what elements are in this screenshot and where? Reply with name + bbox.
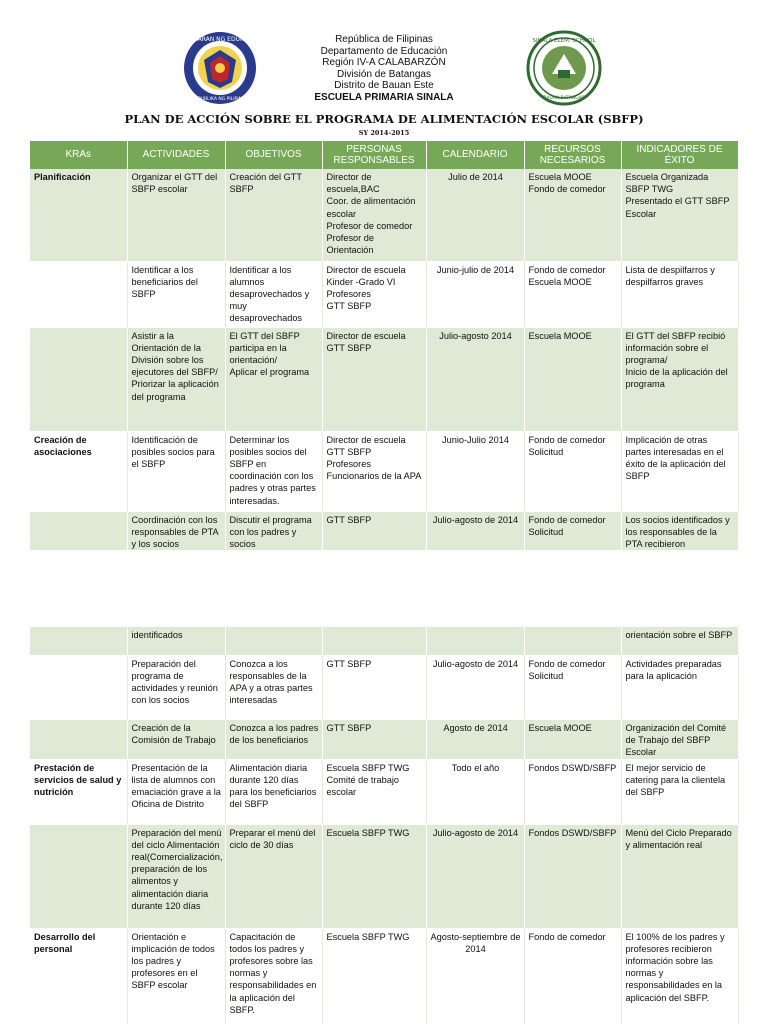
cell-objective: Identificar a los alumnos desaprovechados y muy desaprovechados [225,261,322,327]
col-header-objetivos: OBJETIVOS [225,141,322,169]
action-plan-table-page-2 [30,627,739,1025]
cell-kra: Creación de asociaciones [30,431,127,511]
cell-objective [225,627,322,655]
cell-calendar: Junio-julio de 2014 [426,261,524,327]
cell-indicator: El mejor servicio de catering para la clientela del SBFP [621,759,738,824]
gov-line-district: Distrito de Bauan Este [334,80,434,92]
cell-objective: Capacitación de todos los padres y profesores sobre las normas y responsabilidades en la aplicación del SBFP. [225,928,322,1024]
cell-activity: Preparación del menú del ciclo Alimentación real(Comercialización, preparación de los alimentos y alimentación diaria durante 120 días [127,824,225,928]
table-row [30,431,738,511]
cell-resources: Escuela MOOE [524,719,621,759]
cell-resources [524,627,621,655]
cell-responsible: Escuela SBFP TWG [322,928,426,1024]
col-header-actividades: ACTIVIDADES [127,141,225,169]
table-row [30,719,738,759]
plan-title: PLAN DE ACCIÓN SOBRE EL PROGRAMA DE ALIMENTACIÓN ESCOLAR (SBFP) [124,112,644,126]
cell-calendar: Julio-agosto de 2014 [426,824,524,928]
table-row [30,759,738,824]
action-plan-table-page-1 [30,141,739,551]
cell-activity: Preparación del programa de actividades y reunión con los socios [127,655,225,719]
cell-objective: Creación del GTT SBFP [225,169,322,261]
cell-responsible: Director de escuela,BAC Coor. de alimentación escolar Profesor de comedor Profesor de Orientación [322,169,426,261]
cell-indicator: El 100% de los padres y profesores recibieron información sobre las normas y responsabilidades en la aplicación del SBFP. [621,928,738,1024]
cell-calendar: Julio-agosto 2014 [426,327,524,431]
cell-resources: Fondos DSWD/SBFP [524,824,621,928]
cell-indicator: Organización del Comité de Trabajo del SBFP Escolar [621,719,738,759]
table-row [30,824,738,928]
table-row [30,169,738,261]
cell-calendar: Junio-Julio 2014 [426,431,524,511]
cell-objective: Alimentación diaria durante 120 días para los beneficiarios del SBFP [225,759,322,824]
cell-objective: El GTT del SBFP participa en la orientación/ Aplicar el programa [225,327,322,431]
cell-indicator: Menú del Ciclo Preparado y alimentación real [621,824,738,928]
left-seal-sub: REPUBLIKA NG PILIPINAS [192,97,248,102]
gov-line-region: Región IV-A CALABARZÓN [322,57,446,69]
cell-activity: Orientación e implicación de todos los padres y profesores en el SBFP escolar [127,928,225,1024]
cell-calendar: Agosto de 2014 [426,719,524,759]
cell-resources: Fondo de comedor Solicitud [524,511,621,551]
cell-kra [30,327,127,431]
cell-activity: Identificar a los beneficiarios del SBFP [127,261,225,327]
cell-calendar: Todo el año [426,759,524,824]
col-header-indicadores: INDICADORES DE ÉXITO [621,141,738,169]
right-seal-text: SINALA ELEM. SCHOOL [532,38,596,44]
cell-responsible: Escuela SBFP TWG [322,824,426,928]
cell-kra: Prestación de servicios de salud y nutrición [30,759,127,824]
cell-resources: Fondo de comedor Escuela MOOE [524,261,621,327]
cell-indicator: Lista de despilfarros y despilfarros graves [621,261,738,327]
cell-kra [30,824,127,928]
cell-kra [30,511,127,551]
gov-line-republic: República de Filipinas [335,34,433,45]
cell-responsible [322,627,426,655]
table-header-row [30,141,738,169]
col-header-calendario: CALENDARIO [426,141,524,169]
cell-activity: Organizar el GTT del SBFP escolar [127,169,225,261]
cell-activity: Asistir a la Orientación de la División sobre los ejecutores del SBFP/ Priorizar la aplicación del programa [127,327,225,431]
cell-resources: Escuela MOOE Fondo de comedor [524,169,621,261]
table-row [30,928,738,1024]
deped-seal-icon [175,30,265,106]
government-heading [250,34,518,104]
cell-activity: Presentación de la lista de alumnos con emaciación grave a la Oficina de Distrito [127,759,225,824]
table-row [30,261,738,327]
cell-responsible: Director de escuela Kinder -Grado VI Profesores GTT SBFP [322,261,426,327]
cell-activity: Coordinación con los responsables de PTA y los socios [127,511,225,551]
table-row [30,655,738,719]
col-header-personas: PERSONAS RESPONSABLES [322,141,426,169]
cell-calendar: Julio de 2014 [426,169,524,261]
school-name: ESCUELA PRIMARIA SINALA [314,91,454,103]
gov-line-division: División de Batangas [337,68,431,80]
gov-line-department: Departamento de Educación [320,45,448,57]
cell-responsible: GTT SBFP [322,655,426,719]
school-year: SY 2014-2015 [358,129,410,137]
cell-indicator: orientación sobre el SBFP [621,627,738,655]
cell-responsible: GTT SBFP [322,719,426,759]
cell-kra [30,627,127,655]
cell-kra [30,655,127,719]
cell-kra: Planificación [30,169,127,261]
cell-activity: Creación de la Comisión de Trabajo [127,719,225,759]
cell-kra [30,719,127,759]
cell-objective: Discutir el programa con los padres y socios [225,511,322,551]
cell-responsible: Escuela SBFP TWG Comité de trabajo escolar [322,759,426,824]
col-header-kras: KRAs [30,141,127,169]
left-seal-text: KAGAWARAN NG EDUKASYON [175,36,265,43]
cell-calendar: Julio-agosto de 2014 [426,511,524,551]
cell-kra: Desarrollo del personal [30,928,127,1024]
cell-kra [30,261,127,327]
school-seal-icon [526,30,602,106]
cell-indicator: Los socios identificados y los responsables de la PTA recibieron [621,511,738,551]
right-seal-sub: BAUAN BATANGAS [543,96,585,101]
cell-resources: Fondo de comedor [524,928,621,1024]
cell-indicator: Actividades preparadas para la aplicación [621,655,738,719]
cell-calendar: Julio-agosto de 2014 [426,655,524,719]
cell-indicator: Escuela Organizada SBFP TWG Presentado el GTT SBFP Escolar [621,169,738,261]
col-header-recursos: RECURSOS NECESARIOS [524,141,621,169]
cell-calendar: Agosto-septiembre de 2014 [426,928,524,1024]
cell-objective: Determinar los posibles socios del SBFP en coordinación con los padres y otras partes interesadas. [225,431,322,511]
cell-activity: identificados [127,627,225,655]
cell-calendar [426,627,524,655]
cell-objective: Conozca a los padres de los beneficiarios [225,719,322,759]
cell-responsible: GTT SBFP [322,511,426,551]
cell-resources: Fondos DSWD/SBFP [524,759,621,824]
table-row [30,327,738,431]
cell-resources: Fondo de comedor Solicitud [524,655,621,719]
cell-responsible: Director de escuela GTT SBFP [322,327,426,431]
cell-indicator: El GTT del SBFP recibió información sobre el programa/ Inicio de la aplicación del programa [621,327,738,431]
cell-activity: Identificación de posibles socios para el SBFP [127,431,225,511]
cell-objective: Conozca a los responsables de la APA y a otras partes interesadas [225,655,322,719]
cell-objective: Preparar el menú del ciclo de 30 días [225,824,322,928]
cell-resources: Fondo de comedor Solicitud [524,431,621,511]
table-row [30,511,738,551]
document-header [0,0,768,105]
cell-resources: Escuela MOOE [524,327,621,431]
cell-indicator: Implicación de otras partes interesadas en el éxito de la aplicación del SBFP [621,431,738,511]
cell-responsible: Director de escuela GTT SBFP Profesores Funcionarios de la APA [322,431,426,511]
table-row [30,627,738,655]
